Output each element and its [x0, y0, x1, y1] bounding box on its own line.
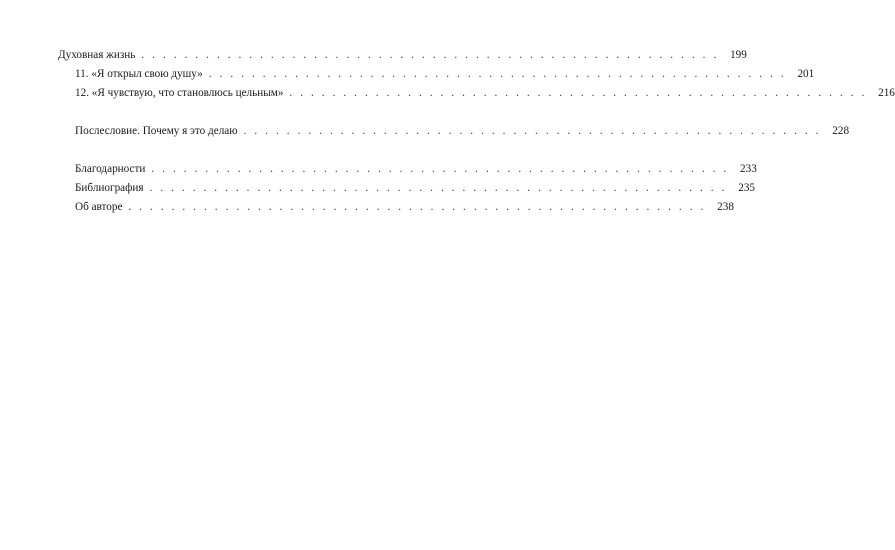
toc-entry-page-number: 235	[738, 182, 755, 194]
toc-entry-chapter-12	[58, 84, 895, 103]
toc-entry-page-number: 238	[717, 201, 734, 213]
dot-leader: . . . . . . . . . . . . . . . . . . . . . . . . . . . . . . . . . . . . . . . . . . . . . . . . . . . . . .	[243, 125, 822, 137]
dot-leader: . . . . . . . . . . . . . . . . . . . . . . . . . . . . . . . . . . . . . . . . . . . . . . . . . . . . . .	[128, 201, 706, 213]
toc-entry-chapter-11	[58, 65, 815, 84]
toc-entry-spiritual-life	[58, 46, 747, 65]
dot-leader: . . . . . . . . . . . . . . . . . . . . . . . . . . . . . . . . . . . . . . . . . . . . . . . . . . . . . .	[208, 68, 787, 80]
toc-entry-acknowledgements	[58, 160, 757, 179]
dot-leader: . . . . . . . . . . . . . . . . . . . . . . . . . . . . . . . . . . . . . . . . . . . . . . . . . . . . . .	[141, 49, 719, 61]
toc-entry-title: 12. «Я чувствую, что становлюсь цельным»	[75, 87, 284, 99]
dot-leader: . . . . . . . . . . . . . . . . . . . . . . . . . . . . . . . . . . . . . . . . . . . . . . . . . . . . . .	[289, 87, 867, 99]
toc-entry-afterword	[58, 122, 850, 141]
toc-entry-title: Библиография	[75, 182, 144, 194]
toc-entry-about-author	[58, 198, 734, 217]
toc-entry-title: Благодарности	[75, 163, 146, 175]
toc-entry-page-number: 216	[878, 87, 895, 99]
toc-entry-page-number: 228	[832, 125, 850, 137]
section-spacer	[58, 103, 356, 122]
toc-entry-page-number: 199	[730, 49, 747, 61]
section-spacer	[58, 141, 356, 160]
toc-entry-title: Духовная жизнь	[58, 49, 136, 61]
toc-entry-title: Об авторе	[75, 201, 123, 213]
table-of-contents	[58, 46, 895, 217]
toc-entry-page-number: 233	[740, 163, 757, 175]
dot-leader: . . . . . . . . . . . . . . . . . . . . . . . . . . . . . . . . . . . . . . . . . . . . . . . . . . . . . .	[149, 182, 727, 194]
dot-leader: . . . . . . . . . . . . . . . . . . . . . . . . . . . . . . . . . . . . . . . . . . . . . . . . . . . . . .	[151, 163, 729, 175]
toc-entry-title: Послесловие. Почему я это делаю	[75, 125, 238, 137]
toc-entry-page-number: 201	[797, 68, 815, 80]
toc-entry-bibliography	[58, 179, 755, 198]
toc-entry-title: 11. «Я открыл свою душу»	[75, 68, 203, 80]
